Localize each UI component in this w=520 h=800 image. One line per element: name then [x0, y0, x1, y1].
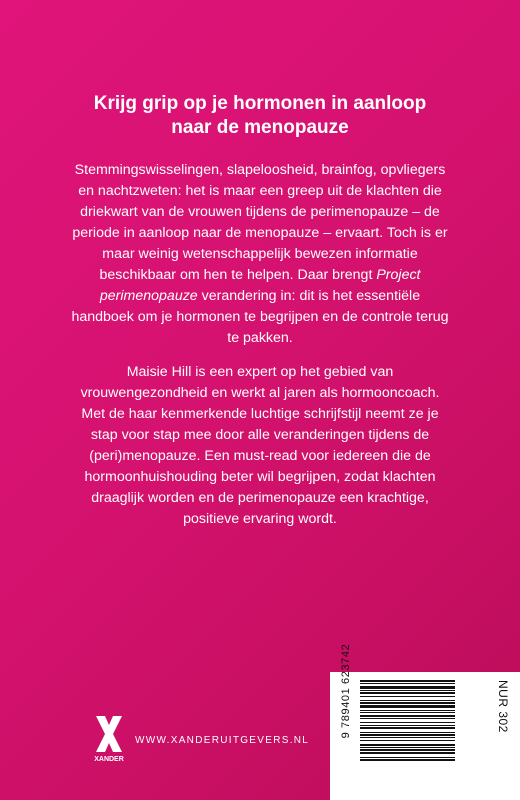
barcode-bar [360, 683, 455, 684]
barcode-bar [360, 710, 455, 711]
barcode-bar [360, 747, 455, 748]
barcode-bar [360, 696, 455, 697]
barcode-bar [360, 715, 455, 717]
barcode-bar [360, 737, 455, 738]
barcode-bar [360, 725, 455, 726]
barcode-bar [360, 757, 455, 758]
barcode-bar [360, 732, 455, 733]
headline-line-1: Krijg grip op je hormonen in aanloop [93, 93, 427, 114]
barcode-bar [360, 749, 455, 751]
book-title-italic: Project perimenopauze [99, 267, 421, 304]
barcode-bar [360, 705, 455, 708]
blurb-text-1a: Stemmingswisselingen, slapeloosheid, brainfog, opvliegers en nachtzweten: het is maar een greep uit de klachten die driekwart van de vrouwen tijdens de perimenopauze – de periode in aanloop naar de menopauze – ervaart. Toch is er maar weinig wetenschappelijk bewezen informatie beschikbaar om hen te helpen. Daar brengt [72, 162, 448, 283]
barcode-bar [360, 700, 455, 701]
barcode-bar [360, 690, 455, 691]
barcode-bar [360, 734, 455, 736]
blurb-paragraph-1 [70, 160, 450, 349]
barcode-panel [330, 672, 520, 800]
headline-line-2: naar de menopauze [171, 117, 349, 138]
barcode-bar [360, 740, 455, 741]
barcode-icon [330, 672, 520, 800]
cover-headline [60, 92, 460, 140]
barcode-bar [360, 686, 455, 689]
xander-logo-icon [96, 716, 122, 766]
isbn-number: 9 789401 623742 [340, 643, 352, 739]
blurb-paragraph-2: Maisie Hill is een expert op het gebied van vrouwengezondheid en werkt al jaren als hormooncoach. Met de haar kenmerkende luchtige schrijfstijl neemt ze je stap voor stap mee door alle veranderingen tijdens de (peri)menopauze. Een must-read voor iedereen die de hormoonhuishouding beter wil begrijpen, zodat klachten draaglijk worden en de perimenopauze een krachtige, positieve ervaring wordt. [80, 364, 440, 527]
barcode-bar [360, 727, 455, 729]
barcode-bar [360, 744, 455, 746]
barcode-bar [360, 712, 455, 713]
barcode-bar [360, 680, 455, 682]
logo-wordmark: XANDER [94, 756, 124, 763]
publisher-website[interactable]: WWW.XANDERUITGEVERS.NL [135, 735, 310, 746]
barcode-bar [360, 718, 455, 719]
blurb-text-1b: verandering in: dit is het essentiële handboek om je hormonen te begrijpen en de controle terug te pakken. [71, 288, 449, 346]
barcode-bar [360, 692, 455, 694]
barcode-bar [360, 759, 455, 761]
barcode-bar [360, 702, 455, 704]
barcode-bar [360, 722, 455, 723]
nur-code: NUR 302 [496, 680, 510, 733]
barcode-bar [360, 752, 455, 754]
